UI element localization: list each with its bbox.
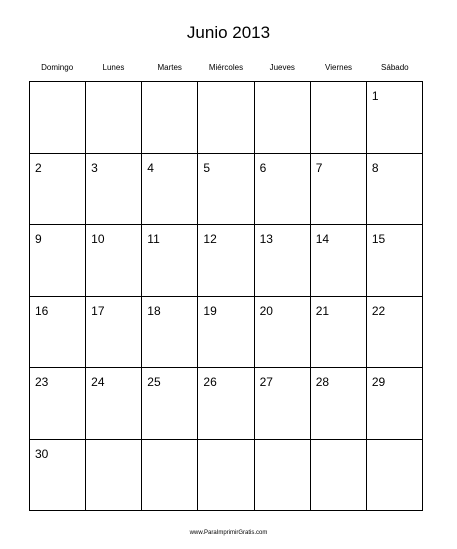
weekday-thursday: Jueves bbox=[269, 63, 295, 72]
day-cell bbox=[367, 154, 423, 226]
weekday-friday: Viernes bbox=[325, 63, 353, 72]
day-cell bbox=[142, 297, 198, 369]
day-cell bbox=[86, 225, 142, 297]
weekday-sunday: Domingo bbox=[41, 63, 74, 72]
day-cell bbox=[311, 154, 367, 226]
day-cell bbox=[198, 154, 254, 226]
day-number: 2 bbox=[35, 160, 42, 175]
day-number: 7 bbox=[315, 160, 323, 175]
weekday-saturday: Sábado bbox=[381, 63, 409, 72]
day-number: 20 bbox=[259, 303, 273, 318]
day-cell bbox=[30, 368, 86, 440]
day-cell bbox=[142, 154, 198, 226]
day-number: 30 bbox=[35, 446, 49, 461]
day-cell bbox=[198, 440, 254, 512]
day-number: 29 bbox=[371, 375, 386, 389]
footer-url: www.ParaImprimirGratis.com bbox=[189, 530, 268, 536]
day-number: 19 bbox=[203, 303, 217, 318]
calendar-grid bbox=[29, 81, 423, 511]
day-number: 28 bbox=[315, 375, 330, 389]
day-cell bbox=[198, 368, 254, 440]
weekday-tuesday: Martes bbox=[157, 63, 182, 72]
day-cell bbox=[255, 297, 311, 369]
weekday-header-row bbox=[29, 61, 423, 75]
day-number: 26 bbox=[203, 375, 217, 389]
day-number: 8 bbox=[371, 160, 379, 175]
day-cell bbox=[86, 82, 142, 154]
day-cell bbox=[311, 225, 367, 297]
day-cell bbox=[142, 82, 198, 154]
day-cell bbox=[311, 440, 367, 512]
day-cell bbox=[86, 154, 142, 226]
day-cell bbox=[30, 82, 86, 154]
day-cell bbox=[255, 82, 311, 154]
day-cell bbox=[367, 225, 423, 297]
day-cell bbox=[30, 225, 86, 297]
day-cell bbox=[367, 368, 423, 440]
day-cell bbox=[86, 297, 142, 369]
day-number: 4 bbox=[147, 160, 154, 175]
day-number: 9 bbox=[35, 232, 42, 246]
day-number: 18 bbox=[147, 303, 161, 318]
day-cell bbox=[198, 297, 254, 369]
day-number: 13 bbox=[259, 232, 273, 246]
day-cell bbox=[311, 82, 367, 154]
day-number: 22 bbox=[371, 303, 386, 318]
day-cell bbox=[198, 82, 254, 154]
day-number: 27 bbox=[259, 375, 273, 389]
day-cell bbox=[30, 440, 86, 512]
day-cell bbox=[367, 297, 423, 369]
day-number: 16 bbox=[35, 303, 49, 318]
day-number: 10 bbox=[91, 232, 105, 246]
day-number: 1 bbox=[371, 89, 379, 103]
day-cell bbox=[255, 154, 311, 226]
day-cell bbox=[142, 368, 198, 440]
day-number: 21 bbox=[315, 303, 330, 318]
day-number: 3 bbox=[91, 160, 98, 175]
day-number: 14 bbox=[315, 232, 330, 246]
day-cell bbox=[86, 368, 142, 440]
day-number: 25 bbox=[147, 375, 161, 389]
weekday-wednesday: Miércoles bbox=[208, 63, 244, 72]
day-cell bbox=[30, 154, 86, 226]
day-number: 17 bbox=[91, 303, 105, 318]
day-cell bbox=[142, 225, 198, 297]
day-number: 24 bbox=[91, 375, 105, 389]
day-cell bbox=[311, 368, 367, 440]
weekday-monday: Lunes bbox=[102, 63, 125, 72]
day-cell bbox=[198, 225, 254, 297]
day-cell bbox=[311, 297, 367, 369]
day-cell bbox=[367, 440, 423, 512]
day-number: 11 bbox=[147, 232, 160, 246]
day-number: 12 bbox=[203, 232, 217, 246]
day-cell bbox=[30, 297, 86, 369]
day-cell bbox=[367, 82, 423, 154]
day-number: 6 bbox=[259, 160, 267, 175]
day-number: 5 bbox=[203, 160, 211, 175]
day-number: 23 bbox=[35, 375, 49, 389]
day-number: 15 bbox=[371, 232, 386, 246]
day-cell bbox=[142, 440, 198, 512]
day-cell bbox=[255, 225, 311, 297]
day-cell bbox=[86, 440, 142, 512]
day-cell bbox=[255, 440, 311, 512]
calendar-title: Junio 2013 bbox=[186, 23, 271, 42]
day-cell bbox=[255, 368, 311, 440]
